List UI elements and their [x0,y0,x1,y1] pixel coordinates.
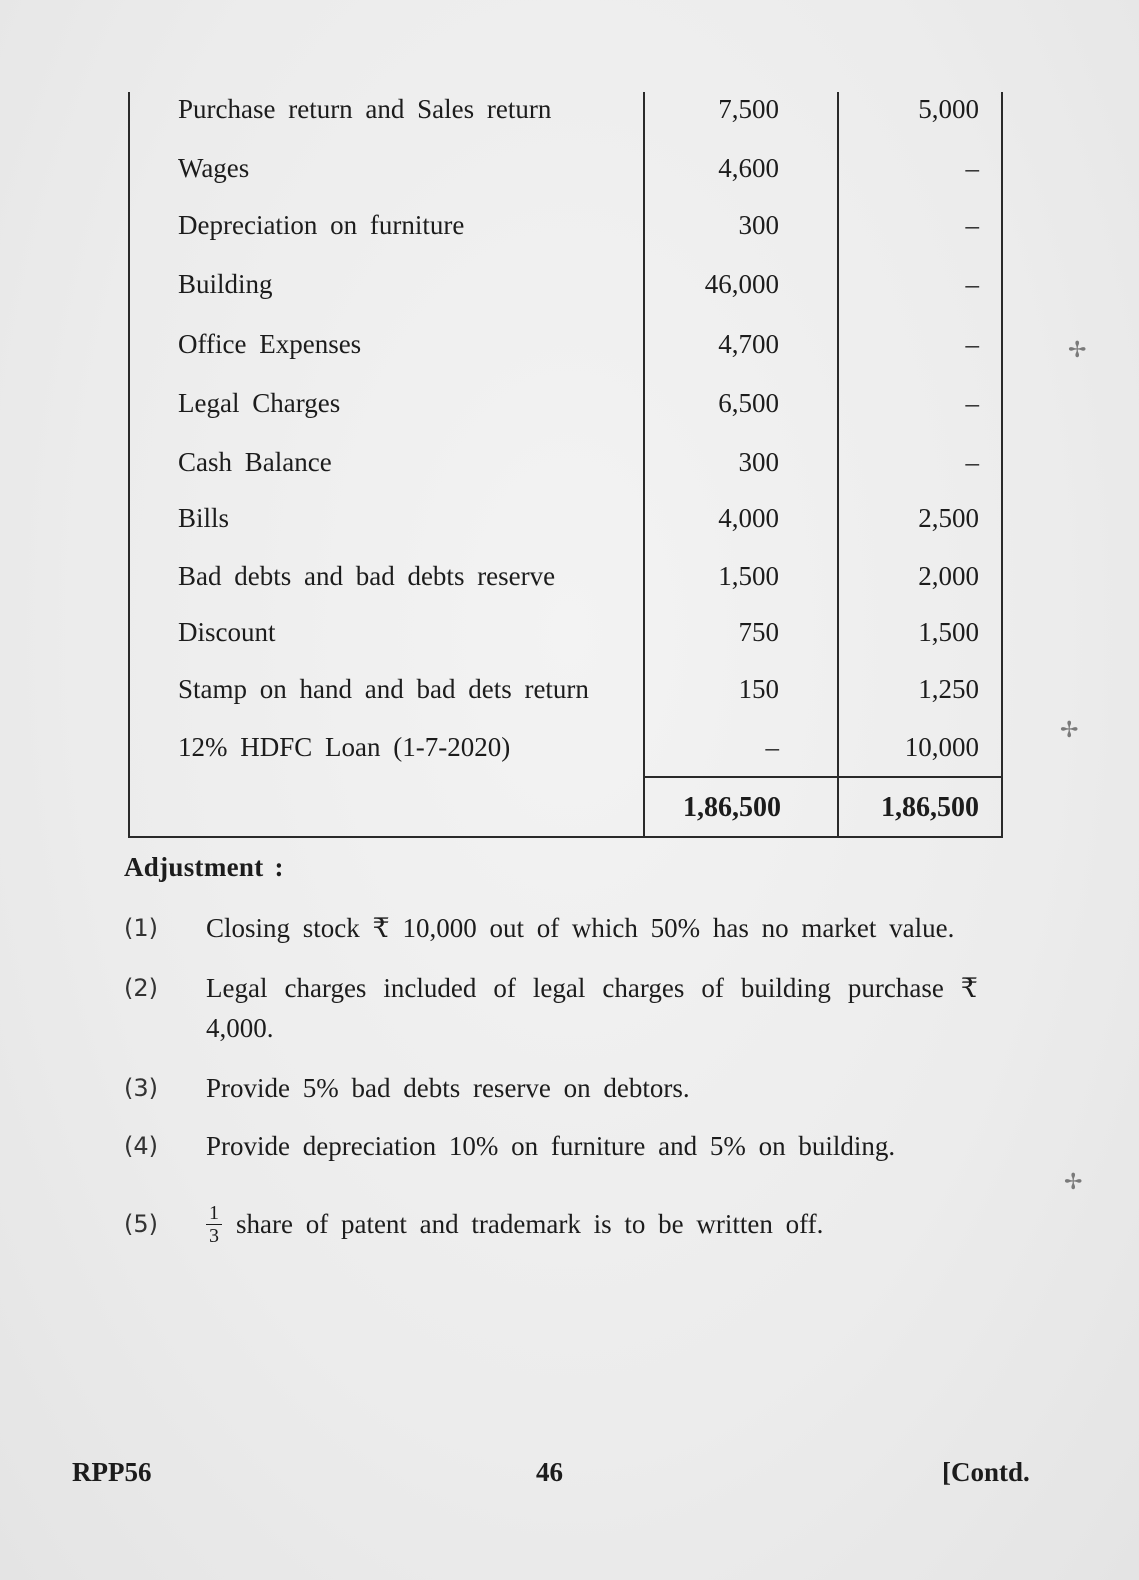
fraction-denominator: 3 [209,1225,219,1248]
debit-cell: 750 [738,617,779,647]
debit-cell: 150 [738,674,779,704]
table-row [128,727,1003,767]
total-rule [643,776,1003,778]
paper-code: RPP56 [72,1457,152,1487]
table-row [128,383,1003,423]
fraction [206,1202,222,1247]
item-number: (5) [124,1210,158,1238]
item-text: Closing stock ₹ 10,000 out of which 50% has no market value. [206,913,955,943]
table-row [128,264,1003,304]
particular-cell: Legal Charges [178,388,341,418]
debit-cell: 4,600 [718,153,779,183]
credit-cell: – [965,388,979,418]
particular-cell: Stamp on hand and bad dets return [178,674,589,704]
particular-cell: Purchase return and Sales return [178,94,552,124]
fraction-numerator: 1 [206,1202,222,1225]
credit-cell: 2,000 [918,561,979,591]
item-number: (1) [124,914,158,942]
credit-cell: – [965,447,979,477]
credit-cell: – [965,269,979,299]
credit-cell: – [965,153,979,183]
paper-blemish: ✢ [1068,338,1087,363]
table-row [128,148,1003,188]
debit-cell: 4,700 [718,329,779,359]
table-row [128,324,1003,364]
item-text: share of patent and trademark is to be written off. [236,1209,824,1239]
debit-total: 1,86,500 [683,792,781,823]
credit-cell: 5,000 [918,94,979,124]
debit-cell: 4,000 [718,503,779,533]
credit-cell: – [965,329,979,359]
item-number: (2) [124,974,158,1002]
debit-cell: 1,500 [718,561,779,591]
debit-cell: 7,500 [718,94,779,124]
table-total-row [128,786,1003,830]
item-text-with-fraction [206,1204,978,1249]
table-row [128,89,1003,129]
debit-cell: 300 [738,447,779,477]
table-row [128,669,1003,709]
particular-cell: 12% HDFC Loan (1-7-2020) [178,732,511,762]
item-text: Legal charges included of legal charges of building purchase ₹ 4,000. [206,973,978,1043]
table-row [128,556,1003,596]
particular-cell: Office Expenses [178,329,362,359]
credit-cell: 1,500 [918,617,979,647]
debit-cell: – [765,732,779,762]
paper-blemish: ✢ [1060,718,1079,743]
particular-cell: Discount [178,617,276,647]
table-bottom-border [128,836,1003,838]
paper-blemish: ✢ [1064,1170,1083,1195]
credit-cell: 2,500 [918,503,979,533]
page-number: 46 [536,1457,563,1487]
particular-cell: Building [178,269,273,299]
debit-cell: 46,000 [704,269,779,299]
item-text: Provide 5% bad debts reserve on debtors. [206,1073,690,1103]
credit-cell: 1,250 [918,674,979,704]
particular-cell: Cash Balance [178,447,332,477]
particular-cell: Bills [178,503,230,533]
table-row [128,498,1003,538]
continued-marker: [Contd. [942,1457,1030,1487]
adjustment-heading: Adjustment : [124,852,284,882]
trial-balance-table [128,92,1006,838]
item-text: Provide depreciation 10% on furniture and 5% on building. [206,1131,896,1161]
particular-cell: Wages [178,153,250,183]
credit-cell: – [965,210,979,240]
debit-cell: 6,500 [718,388,779,418]
table-row [128,612,1003,652]
credit-total: 1,86,500 [881,792,979,823]
item-number: (4) [124,1132,158,1160]
item-number: (3) [124,1074,158,1102]
credit-cell: 10,000 [904,732,979,762]
particular-cell: Bad debts and bad debts reserve [178,561,556,591]
table-row [128,205,1003,245]
debit-cell: 300 [738,210,779,240]
particular-cell: Depreciation on furniture [178,210,465,240]
table-row [128,442,1003,482]
